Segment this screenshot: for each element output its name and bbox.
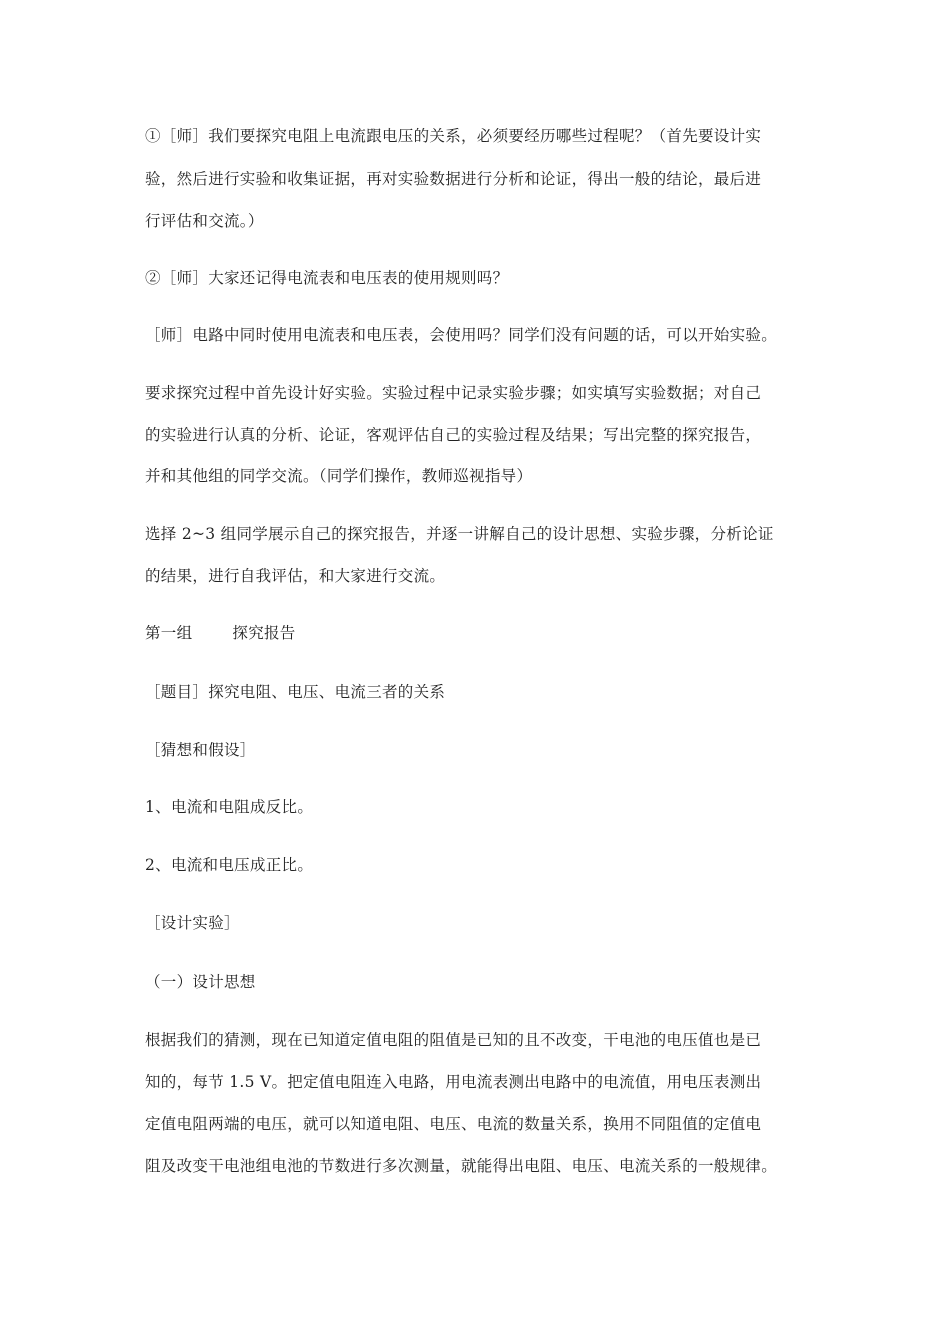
section-heading: ［设计实验］ — [145, 914, 240, 932]
group-heading — [145, 623, 296, 643]
paragraph-line: 行评估和交流。） — [145, 212, 264, 230]
section-heading: ［题目］探究电阻、电压、电流三者的关系 — [145, 683, 446, 701]
paragraph-line: ②［师］大家还记得电流表和电压表的使用规则吗？ — [145, 269, 509, 287]
paragraph-line: 根据我们的猜测，现在已知道定值电阻的阻值是已知的且不改变，干电池的电压值也是已 — [145, 1031, 762, 1049]
paragraph-line: ①［师］我们要探究电阻上电流跟电压的关系，必须要经历哪些过程呢？（首先要设计实 — [145, 127, 762, 145]
paragraph-line: 的实验进行认真的分析、论证，客观评估自己的实验过程及结果；写出完整的探究报告， — [145, 426, 762, 444]
list-item: 2、电流和电压成正比。 — [145, 856, 314, 874]
paragraph-line: 阻及改变干电池组电池的节数进行多次测量，就能得出电阻、电压、电流关系的一般规律。 — [145, 1157, 778, 1175]
paragraph-line: 要求探究过程中首先设计好实验。实验过程中记录实验步骤；如实填写实验数据；对自己 — [145, 384, 762, 402]
group-label: 第一组 — [145, 624, 193, 642]
paragraph-line: 并和其他组的同学交流。（同学们操作，教师巡视指导） — [145, 467, 533, 485]
paragraph-line: 的结果，进行自我评估，和大家进行交流。 — [145, 567, 446, 585]
paragraph-line: 知的，每节 1.5 V。把定值电阻连入电路，用电流表测出电路中的电流值，用电压表测出 — [145, 1073, 762, 1091]
paragraph-line: 选择 2~3 组同学展示自己的探究报告，并逐一讲解自己的设计思想、实验步骤，分析论证 — [145, 525, 774, 543]
subsection-heading: （一）设计思想 — [145, 973, 256, 991]
list-item: 1、电流和电阻成反比。 — [145, 798, 314, 816]
paragraph-line: 定值电阻两端的电压，就可以知道电阻、电压、电流的数量关系，换用不同阻值的定值电 — [145, 1115, 762, 1133]
paragraph-line: ［师］电路中同时使用电流表和电压表，会使用吗？同学们没有问题的话，可以开始实验。 — [145, 326, 778, 344]
section-heading: ［猜想和假设］ — [145, 741, 256, 759]
paragraph-line: 验，然后进行实验和收集证据，再对实验数据进行分析和论证，得出一般的结论，最后进 — [145, 170, 762, 188]
report-label: 探究报告 — [232, 624, 296, 642]
